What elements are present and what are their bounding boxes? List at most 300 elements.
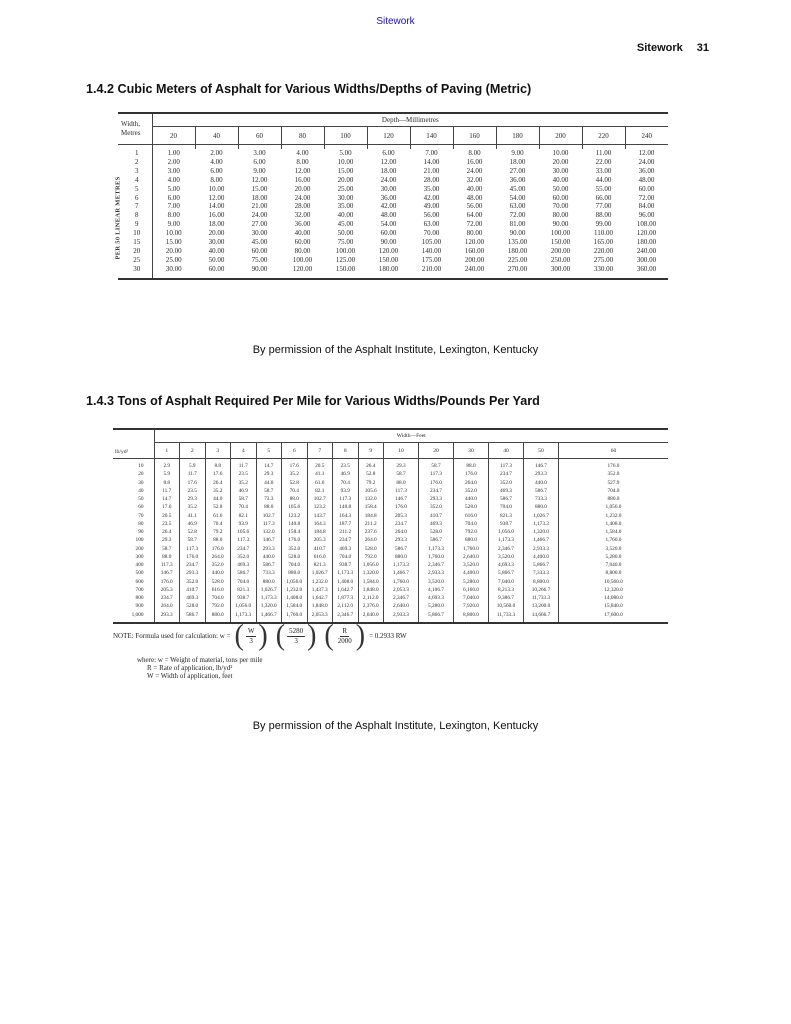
table2-cell: 2,112.0 <box>358 594 384 602</box>
table2-cell: 3,520.0 <box>419 578 454 586</box>
table2-rate-cell: 90 <box>138 529 144 535</box>
table2-cell: 4,106.7 <box>419 586 454 594</box>
table1-row <box>118 185 668 194</box>
table2-column-header: 6 <box>282 443 308 459</box>
paren-close: ) <box>355 619 366 652</box>
table1-cell: 7.00 <box>425 149 438 157</box>
table1-cell: 40.00 <box>294 229 311 238</box>
table2-cell: 15,840.0 <box>559 602 669 610</box>
table2-cell: 2,346.7 <box>489 545 524 553</box>
table1-cell: 80.00 <box>466 229 483 238</box>
table1-cell: 2.00 <box>210 149 223 157</box>
table2-cell: 176.0 <box>559 462 669 470</box>
table2-cell: 46.9 <box>231 487 257 495</box>
table1-cell: 10.00 <box>337 157 354 166</box>
table2-row <box>113 470 668 478</box>
definition-r: R = Rate of application, lb/yd² <box>147 664 233 672</box>
table2-cell: 9,386.7 <box>489 594 524 602</box>
table2-cell: 2,640.0 <box>384 602 419 610</box>
table1-cell: 175.00 <box>421 255 442 264</box>
fraction <box>336 627 354 646</box>
table2-cell: 527.9 <box>559 479 669 487</box>
table1-column-header-row <box>118 127 668 145</box>
table2-cell: 117.3 <box>154 561 180 569</box>
table2-cell: 4,693.3 <box>489 561 524 569</box>
table1-cell: 2.00 <box>152 158 195 167</box>
table2-cell: 58.7 <box>180 536 206 544</box>
table2-cell: 234.7 <box>333 536 359 544</box>
table1-cell: 75.00 <box>337 238 354 247</box>
table2-row <box>113 503 668 511</box>
table2-cell: 234.7 <box>489 470 524 478</box>
table1-cell: 9.00 <box>152 220 195 229</box>
table1-row <box>118 220 668 229</box>
table2-cell: 105.6 <box>231 528 257 536</box>
table2-cell: 140.8 <box>282 520 308 528</box>
paren-open: ( <box>324 619 334 652</box>
table1-cell: 20.00 <box>152 247 195 256</box>
table2-cell: 410.7 <box>419 512 454 520</box>
table2-cell: 264.0 <box>358 536 384 544</box>
paren-open: ( <box>275 619 286 652</box>
table2-row <box>113 479 668 487</box>
table2-rate-cell: 30 <box>138 479 144 486</box>
table2-row <box>113 561 668 569</box>
table2-cell: 23.5 <box>333 462 359 470</box>
table1-cell: 180.00 <box>636 238 657 247</box>
table2-column-header: 9 <box>358 443 384 459</box>
table2-cell: 17.6 <box>205 470 231 478</box>
formula-label: NOTE: Formula used for calculation: w = <box>113 632 231 640</box>
table2-cell: 880.0 <box>559 495 669 503</box>
table2-rate-cell: 600 <box>135 578 144 585</box>
table2-cell: 70.4 <box>231 503 257 511</box>
table2-cell: 1,584.0 <box>559 528 669 536</box>
table1-column-header: 240 <box>625 127 668 145</box>
table2-cell: 616.0 <box>307 553 333 561</box>
table2-cell: 1,760.0 <box>384 578 419 586</box>
table2-cell: 26.4 <box>358 462 384 470</box>
table2-cell: 733.3 <box>256 569 282 577</box>
table2-cell: 117.3 <box>489 462 524 470</box>
table2-column-header: 2 <box>180 443 206 459</box>
table2-cell: 58.7 <box>384 470 419 478</box>
table2-cell: 93.9 <box>333 487 359 495</box>
page-number: 31 <box>696 42 709 54</box>
table2-body <box>113 459 668 623</box>
table1-cell: 120.00 <box>464 238 485 247</box>
table1-row <box>118 194 668 203</box>
table2-cell: 70.4 <box>205 520 231 528</box>
table2-row <box>113 528 668 536</box>
table2-cell: 26.4 <box>205 479 231 487</box>
table1-column-header: 220 <box>582 127 625 145</box>
table2-cell: 1,408.0 <box>333 578 359 586</box>
paren-open: ( <box>234 619 244 652</box>
table1-cell: 24.00 <box>466 166 483 175</box>
table1-cell: 210.00 <box>421 264 442 273</box>
table2-cell: 23.5 <box>231 470 257 478</box>
table2-rate-cell: 50 <box>138 496 144 502</box>
table2-cell: 2,933.3 <box>384 611 419 619</box>
table1-cell: 27.00 <box>251 220 268 229</box>
table2-cell: 117.3 <box>384 487 419 495</box>
table2-cell: 1,026.7 <box>256 586 282 594</box>
table1-cell: 150.00 <box>550 238 571 247</box>
table2-cell: 704.0 <box>333 553 359 561</box>
table2-cell: 5,866.7 <box>524 561 559 569</box>
table2-column-header-row <box>113 443 668 459</box>
table2-cell: 1,232.0 <box>307 578 333 586</box>
table2-cell: 102.7 <box>307 495 333 503</box>
table2-rate-cell: 300 <box>135 553 144 560</box>
table1-cell: 48.00 <box>380 211 397 220</box>
table2-cell: 5,866.7 <box>489 569 524 577</box>
table1-column-header: 100 <box>324 127 367 145</box>
table2-cell: 11,733.3 <box>489 611 524 619</box>
table1-cell: 18.00 <box>380 166 397 175</box>
table1-cell: 4.00 <box>296 149 309 157</box>
table2-cell: 35.2 <box>205 487 231 495</box>
table2-cell: 58.7 <box>154 545 180 553</box>
table2-cell: 70.4 <box>282 487 308 495</box>
table2-cell: 35.2 <box>231 479 257 487</box>
table2-cell: 1,173.3 <box>231 611 257 619</box>
table2-cell: 164.3 <box>307 520 333 528</box>
table1-cell: 8.00 <box>152 211 195 220</box>
table2-cell: 70.4 <box>333 479 359 487</box>
formula-term-mile <box>275 619 317 652</box>
table2-row <box>113 545 668 553</box>
table2-cell: 35.2 <box>180 503 206 511</box>
table2-cell: 792.0 <box>205 602 231 610</box>
table1-cell: 88.00 <box>595 211 612 220</box>
table2-row <box>113 594 668 602</box>
table2-cell: 13,200.0 <box>524 602 559 610</box>
table1-cell: 120.00 <box>636 229 657 238</box>
table2-cell: 1,466.7 <box>256 611 282 619</box>
table1-cell: 60.00 <box>208 264 225 273</box>
running-header <box>637 42 709 54</box>
table2-cell: 6,160.0 <box>454 586 489 594</box>
table1-cell: 36.00 <box>638 166 655 175</box>
table1-cell: 80.00 <box>294 246 311 255</box>
table1-cell: 6.00 <box>382 149 395 157</box>
table1-cell: 12.00 <box>294 166 311 175</box>
table2-cell: 176.0 <box>454 470 489 478</box>
table1-cell: 32.00 <box>466 175 483 184</box>
fraction <box>287 627 305 646</box>
table1-cell: 330.00 <box>593 264 614 273</box>
table1-cell: 6.00 <box>152 194 195 203</box>
table2-cell: 44.0 <box>256 479 282 487</box>
table2-cell: 1,760.0 <box>419 553 454 561</box>
table2-cell: 5.9 <box>154 470 180 478</box>
table1-cell: 10.00 <box>152 229 195 238</box>
table2-cell: 1,584.0 <box>358 578 384 586</box>
table2-cell: 158.4 <box>358 503 384 511</box>
table2-cell: 143.7 <box>307 512 333 520</box>
fraction-denominator: 3 <box>249 636 253 645</box>
table1-cell: 18.00 <box>208 220 225 229</box>
table1-column-header: 160 <box>453 127 496 145</box>
formula-term-rate <box>324 619 366 652</box>
table2-cell: 176.0 <box>205 545 231 553</box>
table1-cell: 36.00 <box>380 193 397 202</box>
table2-cell: 528.0 <box>282 553 308 561</box>
table1-spacer-cell <box>453 274 496 279</box>
table2-cell: 10,266.7 <box>524 586 559 594</box>
table2-cell: 352.0 <box>231 553 257 561</box>
table2-cell: 14,080.0 <box>559 594 669 602</box>
table1-cell: 100.00 <box>550 229 571 238</box>
table2-cell: 2,933.3 <box>419 569 454 577</box>
table1-cell: 60.00 <box>552 193 569 202</box>
table2-width-group-header: Width—Feet <box>154 429 668 443</box>
table1-cell: 36.00 <box>294 220 311 229</box>
table1-cell: 20.00 <box>294 184 311 193</box>
table1-cell: 28.00 <box>294 202 311 211</box>
table1-cell: 50.00 <box>208 255 225 264</box>
table1-cell: 180.00 <box>507 246 528 255</box>
table2-cell: 7,333.3 <box>524 569 559 577</box>
table1-cell: 30.00 <box>208 238 225 247</box>
table2-cell: 938.7 <box>231 594 257 602</box>
table2-cell: 1,760.0 <box>559 536 669 544</box>
table2-cell: 821.3 <box>307 561 333 569</box>
table1-cell: 81.00 <box>509 220 526 229</box>
table1-cell: 48.00 <box>466 193 483 202</box>
table2-cell: 880.0 <box>524 503 559 511</box>
table2-cell: 1,232.0 <box>559 512 669 520</box>
table2-row <box>113 602 668 610</box>
table2-cell: 586.7 <box>419 536 454 544</box>
table2-cell: 352.0 <box>454 487 489 495</box>
table2-cell: 146.7 <box>384 495 419 503</box>
table1-cell: 20.00 <box>208 229 225 238</box>
table2-cell: 29.3 <box>154 536 180 544</box>
table1-cell: 24.00 <box>380 175 397 184</box>
table2-cell: 586.7 <box>180 611 206 619</box>
formula-term-width <box>234 619 268 652</box>
table2-cell: 88.0 <box>454 462 489 470</box>
table2-cell: 616.0 <box>205 586 231 594</box>
table1-cell: 66.00 <box>595 193 612 202</box>
table2-rate-cell: 400 <box>135 562 144 568</box>
table1-cell: 240.00 <box>636 246 657 255</box>
table1-spacer-cell <box>539 274 582 279</box>
table2-cell: 205.3 <box>154 586 180 594</box>
table1-row <box>118 176 668 185</box>
table2-row <box>113 586 668 594</box>
table2-cell: 264.0 <box>384 528 419 536</box>
table2-column-header: 7 <box>307 443 333 459</box>
table2-cell: 93.9 <box>231 520 257 528</box>
table1-cell: 12.00 <box>380 157 397 166</box>
table1-column-header: 20 <box>152 127 195 145</box>
table2-cell: 704.0 <box>489 503 524 511</box>
table2-cell: 2,112.0 <box>333 602 359 610</box>
table2-cell: 293.3 <box>256 545 282 553</box>
table1-cell: 14.00 <box>423 157 440 166</box>
table2-cell: 2,053.3 <box>307 611 333 619</box>
table2-cell: 73.3 <box>256 495 282 503</box>
table1-cell: 120.00 <box>292 264 313 273</box>
table1-cell: 3.00 <box>253 149 266 157</box>
table1-column-header: 40 <box>195 127 238 145</box>
table1-row <box>118 229 668 238</box>
table2-cell: 88.0 <box>384 479 419 487</box>
table2-cell: 117.3 <box>333 495 359 503</box>
table2-cell: 52.8 <box>205 503 231 511</box>
table2-cell: 528.0 <box>419 528 454 536</box>
table1-cell: 14.00 <box>208 202 225 211</box>
table2-cell: 586.7 <box>231 569 257 577</box>
table1-cell: 48.00 <box>638 175 655 184</box>
table1-spacer-cell <box>496 274 539 279</box>
table2-cell: 704.0 <box>282 561 308 569</box>
table2-cell: 469.3 <box>180 594 206 602</box>
table2-cell: 26.4 <box>154 528 180 536</box>
table1-width-cell: 4 <box>135 175 139 184</box>
table1-spacer-cell <box>195 274 238 279</box>
table2-rate-cell: 500 <box>135 570 144 577</box>
table1-width-cell: 3 <box>135 166 139 175</box>
table1-cell: 56.00 <box>423 211 440 220</box>
table2-cell: 176.0 <box>419 479 454 487</box>
fraction <box>246 627 257 646</box>
table1-width-cell: 9 <box>135 220 139 229</box>
table2-cell: 58.7 <box>231 495 257 503</box>
table2-cell: 586.7 <box>524 487 559 495</box>
table2-cell: 176.0 <box>180 553 206 561</box>
table1-cell: 70.00 <box>552 202 569 211</box>
table2-cell: 528.0 <box>205 578 231 586</box>
table1-cell: 18.00 <box>251 193 268 202</box>
formula-line <box>113 618 673 654</box>
table1-cell: 16.00 <box>208 211 225 220</box>
table1-cell: 12.00 <box>208 193 225 202</box>
table1-spacer-cell <box>582 274 625 279</box>
table1-width-header-line1: Width, <box>121 120 140 128</box>
table1-column-header: 200 <box>539 127 582 145</box>
table2-cell: 58.7 <box>256 487 282 495</box>
table1-cell: 240.00 <box>464 264 485 273</box>
table1-cell: 21.00 <box>423 166 440 175</box>
table2-column-header: 40 <box>489 443 524 459</box>
table1-cell: 4.00 <box>152 176 195 185</box>
table2-cell: 352.0 <box>419 503 454 511</box>
table2-cell: 2,640.0 <box>454 553 489 561</box>
fraction-numerator: W <box>247 626 255 635</box>
table1-cell: 360.00 <box>636 264 657 273</box>
table2-cell: 17.6 <box>154 503 180 511</box>
table2-cell: 1,466.7 <box>384 569 419 577</box>
table2-cell: 1,056.0 <box>231 602 257 610</box>
table2-cell: 23.5 <box>180 487 206 495</box>
table2-cell: 10,560.0 <box>489 602 524 610</box>
table2-cell: 1,437.3 <box>307 586 333 594</box>
table2-column-header: 4 <box>231 443 257 459</box>
table1-cell: 45.00 <box>509 184 526 193</box>
table2-cell: 234.7 <box>154 594 180 602</box>
table1-cell: 56.00 <box>466 202 483 211</box>
table1-cell: 45.00 <box>251 238 268 247</box>
table2-cell: 82.1 <box>307 487 333 495</box>
table1-column-header: 80 <box>281 127 324 145</box>
table2-column-header: 30 <box>454 443 489 459</box>
table2-cell: 264.0 <box>205 553 231 561</box>
table1-row <box>118 238 668 247</box>
table2-cell: 234.7 <box>231 545 257 553</box>
table2-cell: 293.3 <box>419 495 454 503</box>
table1-body <box>118 145 668 279</box>
table2-cell: 528.0 <box>358 545 384 553</box>
table2-column-header: 60 <box>559 443 669 459</box>
table2-rate-cell: 900 <box>135 603 144 610</box>
table2-cell: 234.7 <box>180 561 206 569</box>
table2-cell: 3,520.0 <box>489 553 524 561</box>
table2-cell: 293.3 <box>524 470 559 478</box>
table1-container <box>118 112 668 280</box>
table2-cell: 41.1 <box>180 512 206 520</box>
table1-cell: 15.00 <box>152 238 195 247</box>
table1-cell: 4.00 <box>210 157 223 166</box>
table2-cell: 123.2 <box>282 512 308 520</box>
table2-cell: 1,056.0 <box>489 528 524 536</box>
table2-cell: 11,733.3 <box>524 594 559 602</box>
table2-cell: 8,800.0 <box>454 611 489 619</box>
table2-row <box>113 495 668 503</box>
table2-cell: 176.0 <box>154 578 180 586</box>
table1-row <box>118 256 668 265</box>
table2-cell: 704.0 <box>205 594 231 602</box>
table2-cell: 792.0 <box>454 528 489 536</box>
table2-cell: 187.7 <box>333 520 359 528</box>
table2-rate-cell: 80 <box>138 520 144 527</box>
table2-cell: 4,400.0 <box>524 553 559 561</box>
table1-cell: 35.00 <box>423 184 440 193</box>
table1-cell: 105.00 <box>421 238 442 247</box>
table2-cell: 58.7 <box>419 462 454 470</box>
fraction-numerator: R <box>342 626 348 635</box>
table1-column-header: 120 <box>367 127 410 145</box>
table2-heading: 1.4.3 Tons of Asphalt Required Per Mile for Various Widths/Pounds Per Yard <box>86 394 540 408</box>
table2-cell: 2,346.7 <box>333 611 359 619</box>
table2-cell: 4,693.3 <box>419 594 454 602</box>
table2-cell: 17.6 <box>282 462 308 470</box>
table1-cell: 6.00 <box>253 157 266 166</box>
table2-row <box>113 512 668 520</box>
table1-cell: 25.00 <box>337 184 354 193</box>
table2-cell: 1,056.0 <box>358 561 384 569</box>
table2-cell: 1,584.0 <box>282 602 308 610</box>
table1-cell: 49.00 <box>423 202 440 211</box>
table2-cell: 20.5 <box>154 512 180 520</box>
table2-column-header: 10 <box>384 443 419 459</box>
table2-rate-cell: 70 <box>138 512 144 519</box>
table1-cell: 42.00 <box>423 193 440 202</box>
table1-spacer-cell <box>152 274 195 279</box>
table1-cell: 15.00 <box>337 166 354 175</box>
table1-cell: 6.00 <box>210 166 223 175</box>
running-header-link[interactable]: Sitework <box>376 16 415 27</box>
table1-width-cell: 15 <box>133 238 141 247</box>
table2-row <box>113 536 668 544</box>
table2-cell: 586.7 <box>256 561 282 569</box>
table2-cell: 1,848.0 <box>307 602 333 610</box>
table1-cell: 16.00 <box>294 175 311 184</box>
